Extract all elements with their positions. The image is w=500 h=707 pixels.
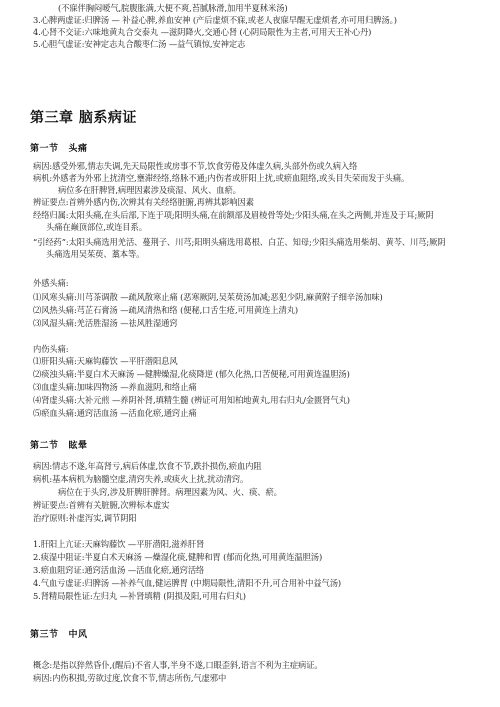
text-line: 5.心胆气虚证:安神定志丸合酸枣仁汤 —益气镇惊,安神定志 xyxy=(33,39,246,49)
text-line: 3.心脾两虚证:归脾汤 — 补益心脾,养血安神 (产后虚烦不寐,或老人夜寐早醒无虚烦者,亦可用归脾汤。) xyxy=(33,15,397,25)
text-line: 概念:是指以猝然昏仆,(醒后)不省人事,半身不遂,口眼歪斜,语言不利为主症病证。 xyxy=(33,660,323,670)
list-item: 5.肾精局限性证:左归丸 —补肾填精 (阴损及阳,可用右归丸) xyxy=(33,591,246,601)
section-heading xyxy=(30,141,88,154)
text-line: (不寐伴胸闷嗳气,脘腹胀满,大便不爽,苔腻脉滑,加用半夏秫米汤) xyxy=(58,3,288,13)
section-title: 眩晕 xyxy=(68,441,88,451)
text-line: 辨证要点:首辨外感内伤,次辨其有关经络脏腑,再辨其影响因素 xyxy=(33,197,254,207)
section-heading xyxy=(30,627,88,640)
text-line: 头痛选用吴茱萸、藁本等。 xyxy=(46,249,145,259)
list-item: ⑴风寒头痛:川芎茶调散 —疏风散寒止痛 (恶寒厥阴,吴茱萸汤加减;恶犯少阴,麻黄附子细辛汤加味) xyxy=(33,292,383,302)
text-line: 病因:情志不遂,年高肾亏,病后体虚,饮食不节,跌扑损伤,瘀血内阻 xyxy=(33,461,262,471)
section-number: 第三节 xyxy=(30,630,59,640)
list-item: 3.瘀血阻窍证:通窍活血汤 —活血化瘀,通窍活络 xyxy=(33,565,205,575)
section-title: 中风 xyxy=(68,630,88,640)
list-item: ⑵痰浊头痛:半夏白术天麻汤 —健脾燥湿,化痰降逆 (郁久化热,口苦便秘,可用黄连温胆汤) xyxy=(33,369,350,379)
text-line: 病因:内伤积损,劳欲过度,饮食不节,情志所伤,气虚邪中 xyxy=(33,673,227,683)
text-line: 病机:外感者为外邪上扰清空,壅滞经络,络脉不通;内伤者或肝阳上扰,或瘀血阻络,或头目失荣而发于头痛。 xyxy=(33,173,410,183)
list-item: ⑷肾虚头痛:大补元煎 —养阴补肾,填精生髓 (辨证可用知柏地黄丸,用右归丸/金匮肾气丸) xyxy=(33,395,350,405)
section-heading xyxy=(30,438,88,451)
list-item: ⑴肝阳头痛:天麻钩藤饮 —平肝潜阳息风 xyxy=(33,356,178,366)
text-line: 经络归属:太阳头痛,在头后部,下连于项;阳明头痛,在前额部及眉棱骨等处;少阳头痛,在头之两侧,并连及于耳;厥阴 xyxy=(33,210,434,220)
list-item: ⑶血虚头痛:加味四物汤 —养血滋阴,和络止痛 xyxy=(33,382,197,392)
list-item: ⑸瘀血头痛:通窍活血汤 —活血化瘀,通窍止痛 xyxy=(33,408,197,418)
chapter-title: 第三章 脑系病证 xyxy=(30,110,137,126)
list-item: ⑵风热头痛:芎芷石膏汤 —疏风清热和络 (便秘,口舌生疮,可用黄连上清丸) xyxy=(33,305,299,315)
text-line: 病机:基本病机为脑髓空虚,清窍失养,或痰火上扰,扰动清窍。 xyxy=(33,474,249,484)
subheading: 内伤头痛: xyxy=(33,344,69,354)
list-item: 4.气血亏虚证:归脾汤 —补养气血,健运脾胃 (中期局限性,清阳不升,可合用补中益气汤) xyxy=(33,578,342,588)
list-item: 2.痰湿中阻证:半夏白术天麻汤 —燥湿化痰,健脾和胃 (郁而化热,可用黄连温胆汤) xyxy=(33,552,323,562)
section-title: 头痛 xyxy=(68,144,88,154)
list-item: ⑶风湿头痛:羌活胜湿汤 —祛风胜湿通窍 xyxy=(33,318,178,328)
text-line: 头痛在巅顶部位,或连目系。 xyxy=(46,222,147,232)
list-item: 1.肝阳上亢证:天麻钩藤饮 —平肝潜阳,滋养肝肾 xyxy=(33,539,205,549)
text-line: 病因:感受外邪,情志失调,先天局限性或房事不节,饮食劳倦及体虚久病,头部外伤或久病入络 xyxy=(33,161,358,171)
section-number: 第二节 xyxy=(30,441,59,451)
text-line: 4.心肾不交证:六味地黄丸合交泰丸 —滋阴降火,交通心肾 (心阴局限性为主者,可用天王补心丹) xyxy=(33,27,372,37)
text-line: 病位多在肝脾肾,病理因素涉及痰湿、风火、血瘀。 xyxy=(58,185,241,195)
subheading: 外感头痛: xyxy=(33,278,69,288)
text-line: 治疗原则:补虚泻实,调节阴阳 xyxy=(33,513,137,523)
section-number: 第一节 xyxy=(30,144,59,154)
text-line: “引经药”:太阳头痛选用羌活、蔓荆子、川芎;阳明头痛选用葛根、白芷、知母;少阳头痛选用柴胡、黄芩、川芎;厥阴 xyxy=(33,237,446,247)
text-line: 病位在于头窍,涉及肝脾肝脾肾。病理因素为风、火、痰、瘀。 xyxy=(58,487,282,497)
text-line: 辨证要点:首辨有关脏腑,次辨标本虚实 xyxy=(33,500,170,510)
